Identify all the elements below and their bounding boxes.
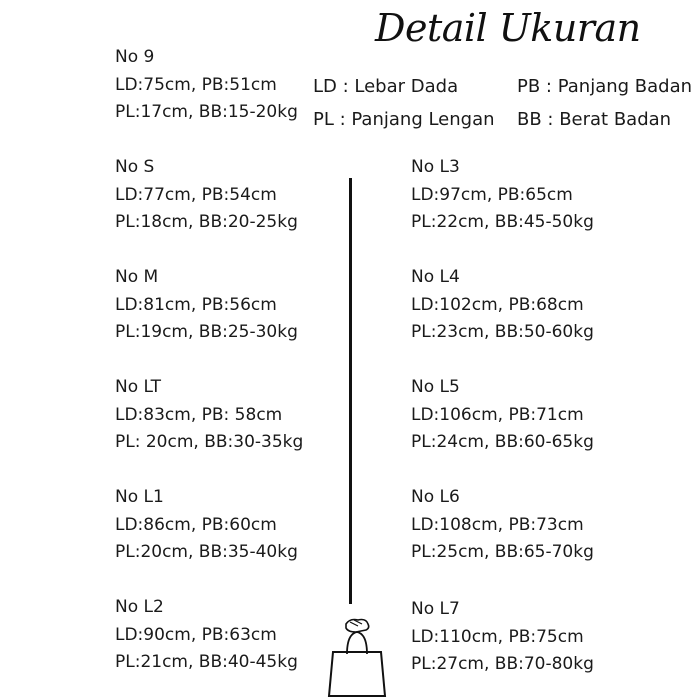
legend-bb: BB : Berat Badan <box>517 109 672 130</box>
size-block-no-s <box>115 154 298 237</box>
size-name: No L7 <box>411 599 460 619</box>
page-title: Detail Ukuran <box>375 6 641 50</box>
size-measure-ld-pb: LD:75cm, PB:51cm <box>115 74 277 95</box>
size-name: No L2 <box>115 597 164 617</box>
size-name: No LT <box>115 377 162 397</box>
size-measure-ld-pb: LD:97cm, PB:65cm <box>411 184 573 205</box>
legend-pl: PL : Panjang Lengan <box>313 109 495 130</box>
size-name: No L6 <box>411 487 460 507</box>
size-measure-pl-bb: PL:20cm, BB:35-40kg <box>115 542 298 562</box>
legend-pb: PB : Panjang Badan <box>517 76 693 97</box>
legend-ld: LD : Lebar Dada <box>313 76 459 97</box>
size-name: No L4 <box>411 267 460 287</box>
size-block-no-m <box>115 264 298 347</box>
size-measure-pl-bb: PL:24cm, BB:60-65kg <box>411 432 594 452</box>
size-name: No L5 <box>411 377 460 397</box>
size-measure-ld-pb: LD:86cm, PB:60cm <box>115 514 277 535</box>
size-measure-pl-bb: PL:22cm, BB:45-50kg <box>411 212 594 232</box>
size-block-no-l3 <box>411 154 594 237</box>
size-measure-ld-pb: LD:106cm, PB:71cm <box>411 404 584 425</box>
size-measure-pl-bb: PL: 20cm, BB:30-35kg <box>115 432 304 452</box>
size-measure-pl-bb: PL:27cm, BB:70-80kg <box>411 654 594 674</box>
size-block-no-l4 <box>411 264 594 347</box>
size-measure-ld-pb: LD:102cm, PB:68cm <box>411 294 584 315</box>
size-measure-ld-pb: LD:83cm, PB: 58cm <box>115 404 283 425</box>
size-name: No M <box>115 267 159 287</box>
size-measure-pl-bb: PL:17cm, BB:15-20kg <box>115 102 298 122</box>
size-measure-ld-pb: LD:108cm, PB:73cm <box>411 514 584 535</box>
size-block-no-l2 <box>115 594 298 677</box>
size-block-no-l1 <box>115 484 298 567</box>
size-name: No 9 <box>115 47 155 67</box>
size-measure-ld-pb: LD:90cm, PB:63cm <box>115 624 277 645</box>
size-block-no-l6 <box>411 484 594 567</box>
column-divider <box>349 178 352 604</box>
size-measure-pl-bb: PL:23cm, BB:50-60kg <box>411 322 594 342</box>
shopping-bag-icon <box>326 614 388 698</box>
size-measure-ld-pb: LD:81cm, PB:56cm <box>115 294 277 315</box>
size-block-no-9 <box>115 44 298 127</box>
size-measure-ld-pb: LD:110cm, PB:75cm <box>411 626 584 647</box>
size-block-no-l5 <box>411 374 594 457</box>
size-name: No L1 <box>115 487 164 507</box>
size-name: No L3 <box>411 157 460 177</box>
size-measure-pl-bb: PL:18cm, BB:20-25kg <box>115 212 298 232</box>
size-measure-pl-bb: PL:21cm, BB:40-45kg <box>115 652 298 672</box>
size-block-no-lt <box>115 374 303 457</box>
size-name: No S <box>115 157 155 177</box>
size-block-no-l7 <box>411 596 594 679</box>
size-measure-ld-pb: LD:77cm, PB:54cm <box>115 184 277 205</box>
size-measure-pl-bb: PL:25cm, BB:65-70kg <box>411 542 594 562</box>
size-measure-pl-bb: PL:19cm, BB:25-30kg <box>115 322 298 342</box>
